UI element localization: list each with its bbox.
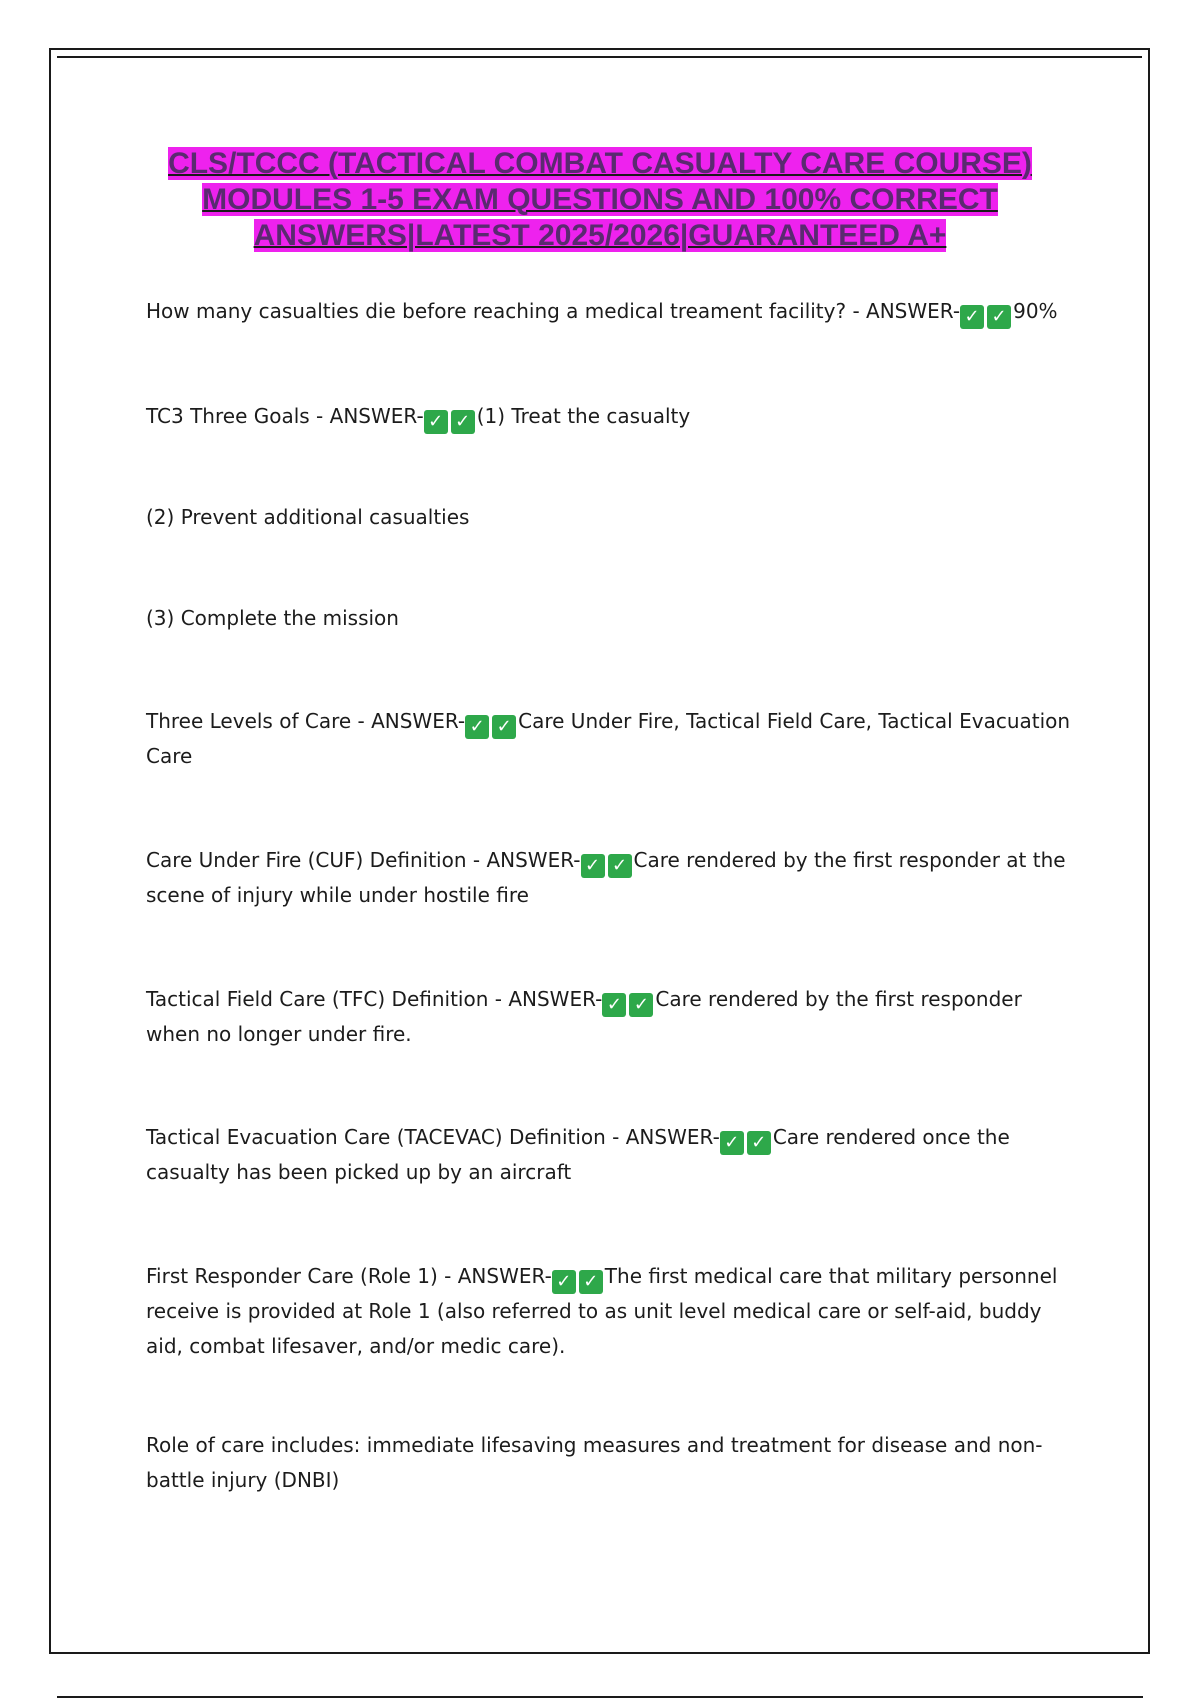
qa-item-6: [146, 843, 1076, 913]
answer-continuation-text: Role of care includes: immediate lifesaving measures and treatment for disease and non-battle injury (DNBI): [146, 1433, 1043, 1492]
qa-item-3: [146, 500, 1076, 535]
check-mark-icon: ✓: [747, 1131, 771, 1155]
answer-text: Care rendered by the first responder when no longer under fire.: [146, 987, 1022, 1046]
check-mark-icon: ✓: [602, 993, 626, 1017]
check-mark-icon: ✓: [987, 305, 1011, 329]
qa-item-4: [146, 601, 1076, 636]
answer-text: Care Under Fire, Tactical Field Care, Tactical Evacuation Care: [146, 709, 1071, 768]
document-title: [140, 146, 1060, 254]
question-text: First Responder Care (Role 1) - ANSWER-: [146, 1264, 552, 1288]
check-mark-icon: ✓: [579, 1270, 603, 1294]
question-text: How many casualties die before reaching a medical treament facility? - ANSWER-: [146, 299, 961, 323]
answer-text: Care rendered once the casualty has been picked up by an aircraft: [146, 1125, 1010, 1184]
qa-item-10: [146, 1428, 1076, 1498]
question-text: Care Under Fire (CUF) Definition - ANSWER-: [146, 848, 581, 872]
check-mark-icon: ✓: [492, 715, 516, 739]
check-mark-icon: ✓: [581, 854, 605, 878]
answer-continuation-text: (2) Prevent additional casualties: [146, 505, 470, 529]
document-title-text: CLS/TCCC (TACTICAL COMBAT CASUALTY CARE COURSE) MODULES 1-5 EXAM QUESTIONS AND 100% CORRECT ANSWERS|LATEST 2025/2026|GUARANTEED A+: [168, 147, 1032, 252]
answer-text: 90%: [1013, 299, 1058, 323]
check-mark-icon: ✓: [960, 305, 984, 329]
check-mark-icon: ✓: [720, 1131, 744, 1155]
check-mark-icon: ✓: [424, 410, 448, 434]
answer-text: Care rendered by the first responder at the scene of injury while under hostile fire: [146, 848, 1066, 907]
page-border-inner-rule: [57, 56, 1142, 58]
next-page-border: [57, 1696, 1143, 1698]
answer-continuation-text: (3) Complete the mission: [146, 606, 399, 630]
question-text: Three Levels of Care - ANSWER-: [146, 709, 466, 733]
check-mark-icon: ✓: [608, 854, 632, 878]
check-mark-icon: ✓: [465, 715, 489, 739]
check-mark-icon: ✓: [451, 410, 475, 434]
answer-text: (1) Treat the casualty: [476, 404, 691, 428]
qa-item-8: [146, 1120, 1076, 1190]
question-text: Tactical Evacuation Care (TACEVAC) Definition - ANSWER-: [146, 1125, 720, 1149]
qa-item-9: [146, 1259, 1076, 1364]
qa-item-5: [146, 704, 1076, 774]
question-text: TC3 Three Goals - ANSWER-: [146, 404, 424, 428]
qa-item-2: [146, 399, 1076, 434]
qa-item-1: [146, 294, 1076, 329]
check-mark-icon: ✓: [552, 1270, 576, 1294]
question-text: Tactical Field Care (TFC) Definition - ANSWER-: [146, 987, 603, 1011]
qa-item-7: [146, 982, 1076, 1052]
answer-text: The first medical care that military personnel receive is provided at Role 1 (also referred to as unit level medical care or self-aid, buddy aid, combat lifesaver, and/or medic care).: [146, 1264, 1058, 1358]
check-mark-icon: ✓: [629, 993, 653, 1017]
